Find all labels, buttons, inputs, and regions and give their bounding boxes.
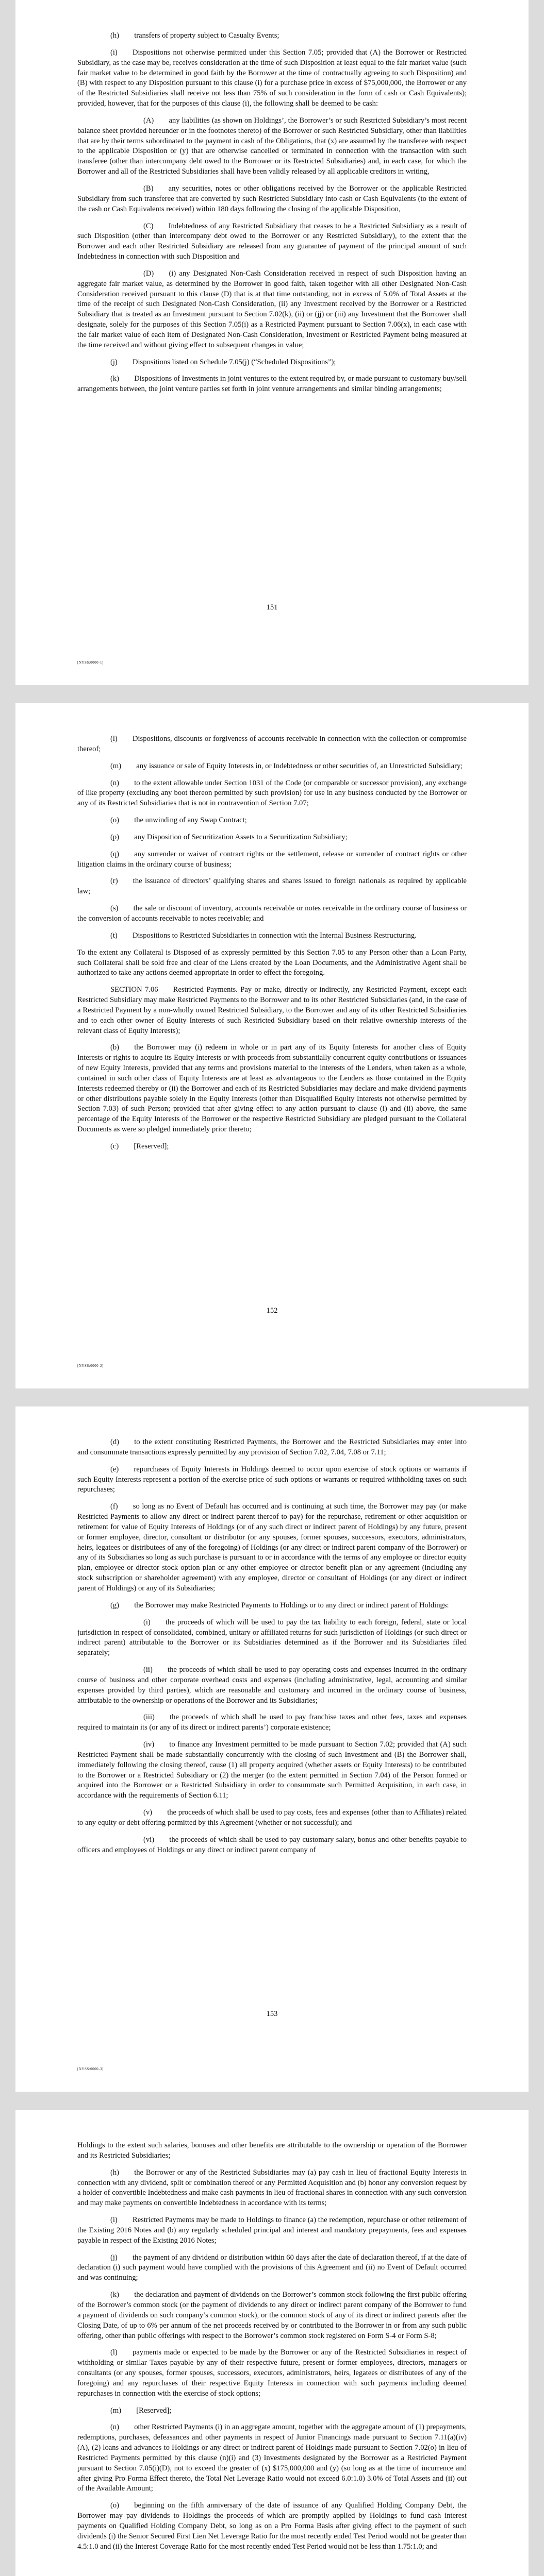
document-page-154	[15, 2110, 529, 2576]
para-l: (l) Dispositions, discounts or forgiveness of accounts receivable in connection with the collection or compromise thereof;	[77, 735, 467, 753]
page-footer: [NYSS:0000-2]	[77, 1364, 104, 1368]
para-k: (k) Dispositions of Investments in joint ventures to the extent required by, or made pursuant to customary buy/sell arrangements between, the joint venture parties set forth in joint venture arrangements and similar binding arrangements;	[77, 375, 467, 394]
para-i-c: (C) Indebtedness of any Restricted Subsidiary that ceases to be a Restricted Subsidiary as a result of such Disposition (other than intercompany debt owed to the Borrower or any Restricted Subsidiary), to the extent that the Borrower and each other Restricted Subsidiary are released from any guarantee of payment of the principal amount of such Indebtedness in connection with such Disposition and	[77, 222, 467, 261]
document-page-153	[15, 1406, 529, 2092]
page-footer: [NYSS:0000-1]	[77, 660, 104, 665]
para-7-06-g: (g) the Borrower may make Restricted Payments to Holdings or to any direct or indirect parent of Holdings:	[110, 1601, 449, 1609]
para-s: (s) the sale or discount of inventory, accounts receivable or notes receivable in the ordinary course of business or the conversion of accounts receivable to notes receivable; and	[77, 904, 467, 923]
page-number: 152	[266, 1307, 278, 1315]
para-i-b: (B) any securities, notes or other obligations received by the Borrower or the applicable Restricted Subsidiary from such transferee that are converted by such Restricted Subsidiary into cash or Cash Equivalents (to the extent of the cash or Cash Equivalents received) within 180 days following the closing of the applicable Disposition,	[77, 184, 467, 213]
para-7-06-k: (k) the declaration and payment of dividends on the Borrower’s common stock following the first public offering of the Borrower’s common stock (or the payment of dividends to any direct or indirect parent company of the Borrower to fund a payment of dividends on such company’s common stock), or the common stock of any of its direct or indirect parents after the Closing Date, of up to 6% per annum of the net proceeds received by or contributed to the Borrower in or from any such public offering, other than public offerings with respect to the Borrower’s common stock registered on Form S-4 or Form S-8;	[77, 2291, 467, 2340]
document-page-151	[15, 0, 529, 685]
para-7-06-g-iv: (iv) to finance any Investment permitted to be made pursuant to Section 7.02; provided that (A) such Restricted Payment shall be made substantially concurrently with the closing of such Investment and (B) the Borrower shall, immediately following the closing thereof, cause (1) all property acquired (whether assets or Equity Interests) to be contributed to the Borrower or a Restricted Subsidiary or (2) the merger (to the extent permitted in Section 7.04) of the Person formed or acquired into the Borrower or a Restricted Subsidiary in order to consummate such Permitted Acquisition, in each case, in accordance with the requirements of Section 6.11;	[77, 1740, 467, 1800]
para-i-a: (A) any liabilities (as shown on Holdings’, the Borrower’s or such Restricted Subsidiary’s most recent balance sheet provided hereunder or in the footnotes thereto) of the Borrower or such Restricted Subsidiary, other than liabilities that are by their terms subordinated to the payment in cash of the Obligations, that (x) are assumed by the transferee with respect to the applicable Disposition or (y) that are otherwise cancelled or terminated in connection with the transaction with such transferee (other than intercompany debt owed to the Borrower or its Restricted Subsidiaries) and, in each case, for which the Borrower and all of the Restricted Subsidiaries shall have been validly released by all applicable creditors in writing,	[77, 116, 467, 176]
para-g-vi-cont: Holdings to the extent such salaries, bonuses and other benefits are attributable to the ownership or operation of the Borrower and its Restricted Subsidiaries;	[77, 2141, 467, 2160]
para-h: (h) transfers of property subject to Casualty Events;	[110, 31, 279, 40]
para-i: (i) Dispositions not otherwise permitted under this Section 7.05; provided that (A) the Borrower or Restricted Subsidiary, as the case may be, receives consideration at the time of such Disposition at least equal to the fair market value (such fair market value to be determined in good faith by the Borrower at the time of contractually agreeing to such Disposition) and (B) with respect to any Disposition pursuant to this clause (i) for a purchase price in excess of $75,000,000, the Borrower or any of the Restricted Subsidiaries shall receive not less than 75% of such consideration in the form of cash or Cash Equivalents); provided, however, that for the purposes of this clause (i), the following shall be deemed to be cash:	[77, 48, 467, 108]
para-7-06-o: (o) beginning on the fifth anniversary of the date of issuance of any Qualified Holding Company Debt, the Borrower may pay dividends to Holdings the proceeds of which are promptly applied by Holdings to fund cash interest payments on Qualified Holding Company Debt, so long as on a Pro Forma Basis after giving effect to the payment of such dividends (i) the Senior Secured First Lien Net Leverage Ratio for the most recently ended Test Period would not be greater than 4.5:1.0 and (ii) the Interest Coverage Ratio for the most recently ended Test Period would not be less than 1.75:1.0; and	[77, 2501, 467, 2551]
para-n: (n) to the extent allowable under Section 1031 of the Code (or comparable or successor provision), any exchange of like property (excluding any boot thereon permitted by such provision) for use in any business conducted by the Borrower or any of its Restricted Subsidiaries that is not in contravention of Section 7.07;	[77, 778, 467, 808]
para-j: (j) Dispositions listed on Schedule 7.05(j) (“Scheduled Dispositions”);	[110, 358, 336, 366]
para-7-06-m: (m) [Reserved];	[110, 2406, 172, 2415]
para-7-06-f: (f) so long as no Event of Default has occurred and is continuing at such time, the Borrower may pay (or make Restricted Payments to allow any direct or indirect parent thereof to pay) for the repurchase, retirement or other acquisition or retirement for value of Equity Interests of Holdings (or of any such direct or indirect parent of Holdings) by any future, present or former employee, director, consultant or distributor (or any spouses, former spouses, successors, executors, administrators, heirs, legatees or distributees of any of the foregoing) of Holdings (or any direct or indirect parent company of the Borrower) or any of its Subsidiaries so long as such purchase is pursuant to or in accordance with the terms of any employee or director equity plan, employee or director stock option plan or any other employee or director benefit plan or any agreement (including any stock subscription or shareholder agreement) with any employee, director or consultant of Holdings (or any direct or indirect parent of Holdings) or any of its Subsidiaries;	[77, 1502, 467, 1592]
para-collateral: To the extent any Collateral is Disposed of as expressly permitted by this Section 7.05 to any Person other than a Loan Party, such Collateral shall be sold free and clear of the Liens created by the Loan Documents, and the Administrative Agent shall be authorized to take any actions deemed appropriate in order to effect the foregoing.	[77, 948, 467, 977]
para-7-06-g-v: (v) the proceeds of which shall be used to pay costs, fees and expenses (other than to Affiliates) related to any equity or debt offering permitted by this Agreement (whether or not successful); and	[77, 1808, 467, 1827]
para-7-06-i: (i) Restricted Payments may be made to Holdings to finance (a) the redemption, repurchase or other retirement of the Existing 2016 Notes and (b) any regularly scheduled principal and interest and mandatory prepayments, fees and expenses payable in respect of the Existing 2016 Notes;	[77, 2216, 467, 2245]
para-r: (r) the issuance of directors’ qualifying shares and shares issued to foreign nationals as required by applicable law;	[77, 877, 467, 896]
page-number: 153	[266, 2010, 278, 2018]
para-7-06-g-iii: (iii) the proceeds of which shall be used to pay franchise taxes and other fees, taxes and expenses required to maintain its (or any of its direct or indirect parents’) corporate existence;	[77, 1713, 467, 1732]
para-7-06-j: (j) the payment of any dividend or distribution within 60 days after the date of declaration thereof, if at the date of declaration (i) such payment would have complied with the provisions of this Agreement and (ii) no Event of Default occurred and was continuing;	[77, 2253, 467, 2282]
para-7-06-e: (e) repurchases of Equity Interests in Holdings deemed to occur upon exercise of stock options or warrants if such Equity Interests represent a portion of the exercise price of such options or warrants or required withholding taxes on such repurchases;	[77, 1465, 467, 1494]
para-t: (t) Dispositions to Restricted Subsidiaries in connection with the Internal Business Restructuring.	[110, 931, 417, 940]
para-7-06-g-ii: (ii) the proceeds of which shall be used to pay operating costs and expenses incurred in the ordinary course of business and other corporate overhead costs and expenses (including administrative, legal, accounting and similar expenses provided by third parties), which are reasonable and customary and incurred in the ordinary course of business, attributable to the ownership or operations of the Borrower and its Subsidiaries;	[77, 1666, 467, 1705]
para-7-06-g-i: (i) the proceeds of which will be used to pay the tax liability to each foreign, federal, state or local jurisdiction in respect of consolidated, combined, unitary or affiliated returns for such jurisdiction of Holdings (or such direct or indirect parent) attributable to the Borrower or its Subsidiaries determined as if the Borrower and its Subsidiaries filed separately;	[77, 1618, 467, 1657]
para-7-06-c: (c) [Reserved];	[110, 1142, 169, 1150]
para-m: (m) any issuance or sale of Equity Interests in, or Indebtedness or other securities of, an Unrestricted Subsidiary;	[110, 761, 463, 770]
para-7-06-l: (l) payments made or expected to be made by the Borrower or any of the Restricted Subsidiaries in respect of withholding or similar Taxes payable by any of their respective future, present or former employees, directors, managers or consultants (or any spouses, former spouses, successors, executors, administrators, heirs, legatees or distributees of any of the foregoing) and any repurchases of their respective Equity Interests in connection with such payments including deemed repurchases in connection with the exercise of stock options;	[77, 2348, 467, 2398]
para-7-06-n: (n) other Restricted Payments (i) in an aggregate amount, together with the aggregate amount of (1) prepayments, redemptions, purchases, defeasances and other payments in respect of Junior Financings made pursuant to Section 7.11(a)(iv)(A), (2) loans and advances to Holdings or any direct or indirect parent of Holdings made pursuant to Section 7.02(o) in lieu of Restricted Payments permitted by this clause (n)(i) and (3) Investments designated by the Borrower as a Restricted Payment pursuant to Section 7.05(i)(D), not to exceed the greater of (x) $175,000,000 and (y) (so long as at the time of incurrence and after giving Pro Forma Effect thereto, the Total Net Leverage Ratio would not exceed 6.0:1.0) 3.0% of Total Assets and (ii) out of the Available Amount;	[77, 2423, 467, 2493]
page-footer: [NYSS:0000-3]	[77, 2067, 104, 2071]
document-page-152	[15, 703, 529, 1388]
para-i-d: (D) (i) any Designated Non-Cash Consideration received in respect of such Disposition having an aggregate fair market value, as determined by the Borrower in good faith, taken together with all other Designated Non-Cash Consideration received pursuant to this clause (D) that is at that time outstanding, not in excess of 5.0% of Total Assets at the time of the receipt of such Designated Non-Cash Consideration, (ii) any Investment received by the Borrower or a Restricted Subsidiary that is treated as an Investment pursuant to Section 7.02(k), (ii) or (jj) or (iii) any Investment that the Borrower shall designate, solely for the purposes of this Section 7.05(i) as a Restricted Payment pursuant to Section 7.06(x), in each case with the fair market value of each item of Designated Non-Cash Consideration, Investment or Restricted Payment being measured at the time received and without giving effect to subsequent changes in value;	[77, 269, 467, 349]
para-7-06-g-vi: (vi) the proceeds of which shall be used to pay customary salary, bonus and other benefits payable to officers and employees of Holdings or any direct or indirect parent company of	[77, 1835, 467, 1854]
para-7-06-b: (b) the Borrower may (i) redeem in whole or in part any of its Equity Interests for another class of Equity Interests or rights to acquire its Equity Interests or with proceeds from substantially concurrent equity contributions or issuances of new Equity Interests, provided that any terms and provisions material to the interests of the Lenders, when taken as a whole, contained in such other class of Equity Interests are at least as advantageous to the Lenders as those contained in the Equity Interests redeemed thereby or (ii) the Borrower and each of its Restricted Subsidiaries may declare and make dividend payments or other distributions payable solely in the Equity Interests (other than Disqualified Equity Interests not otherwise permitted by Section 7.03) of such Person; provided that after giving effect to any action pursuant to clause (i) and (ii) above, the same percentage of the Equity Interests of the Borrower or the respective Restricted Subsidiary are pledged pursuant to the Collateral Documents as were so pledged immediately prior thereto;	[77, 1043, 467, 1134]
para-7-06-d: (d) to the extent constituting Restricted Payments, the Borrower and the Restricted Subsidiaries may enter into and consummate transactions expressly permitted by any provision of Section 7.02, 7.04, 7.08 or 7.11;	[77, 1438, 467, 1456]
para-o: (o) the unwinding of any Swap Contract;	[110, 816, 247, 825]
para-q: (q) any surrender or waiver of contract rights or the settlement, release or surrender of contract rights or other litigation claims in the ordinary course of business;	[77, 850, 467, 869]
para-7-06-h: (h) the Borrower or any of the Restricted Subsidiaries may (a) pay cash in lieu of fractional Equity Interests in connection with any dividend, split or combination thereof or any Permitted Acquisition and (b) honor any conversion request by a holder of convertible Indebtedness and make cash payments in lieu of fractional shares in connection with any such conversion and may make payments on convertible Indebtedness in accordance with its terms;	[77, 2168, 467, 2208]
page-number: 151	[266, 603, 278, 612]
section-7-06: SECTION 7.06 Restricted Payments. Pay or make, directly or indirectly, any Restricted Payment, except each Restricted Subsidiary may make Restricted Payments to the Borrower and to its other Restricted Subsidiaries (and, in the case of a Restricted Payment by a non-wholly owned Restricted Subsidiary, to the Borrower and any of its other Restricted Subsidiaries and to each other owner of Equity Interests of such Restricted Subsidiary based on their relative ownership interests of the relevant class of Equity Interests);	[77, 986, 467, 1035]
para-p: (p) any Disposition of Securitization Assets to a Securitization Subsidiary;	[110, 833, 348, 841]
